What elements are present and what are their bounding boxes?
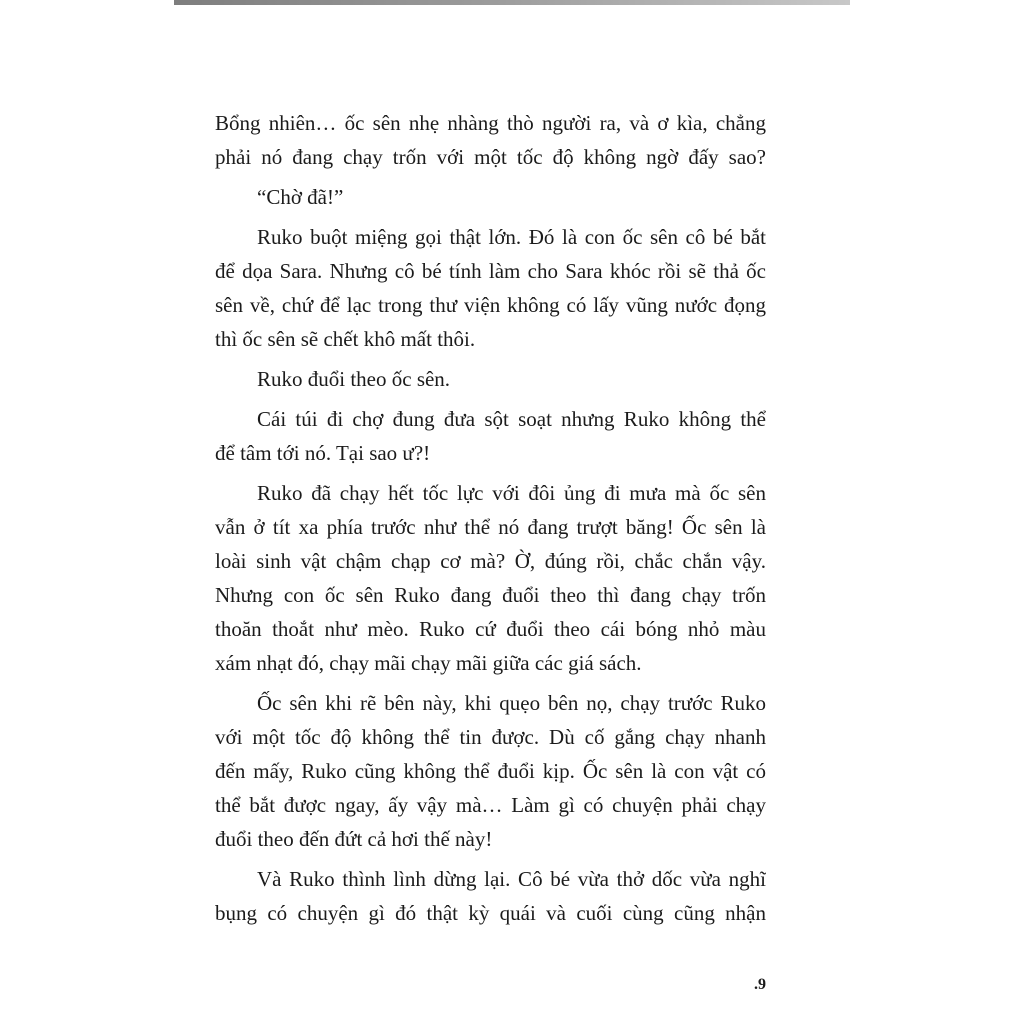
paragraph <box>215 180 766 214</box>
text-line: để dọa Sara. Nhưng cô bé tính làm cho Sara khóc rồi sẽ thả ốc <box>215 259 766 283</box>
text-line: loài sinh vật chậm chạp cơ mà? Ờ, đúng rồi, chắc chắn vậy. <box>215 549 766 573</box>
text-line: Ruko đuổi theo ốc sên. <box>257 367 451 391</box>
text-line: Ruko buột miệng gọi thật lớn. Đó là con ốc sên cô bé bắt <box>257 225 766 249</box>
text-line: “Chờ đã!” <box>257 185 344 209</box>
paragraph <box>215 362 766 396</box>
text-line: phải nó đang chạy trốn với một tốc độ không ngờ đấy sao? <box>215 145 766 169</box>
text-line: thì ốc sên sẽ chết khô mất thôi. <box>215 327 476 351</box>
text-line: Nhưng con ốc sên Ruko đang đuổi theo thì đang chạy trốn <box>215 583 766 607</box>
paragraph <box>215 220 766 356</box>
text-line: Ốc sên khi rẽ bên này, khi quẹo bên nọ, chạy trước Ruko <box>257 691 766 715</box>
paragraph <box>215 476 766 680</box>
body-text <box>215 106 766 930</box>
page-number: .9 <box>754 976 766 993</box>
text-line: thoăn thoắt như mèo. Ruko cứ đuổi theo cái bóng nhỏ màu <box>215 617 766 641</box>
text-line: đuổi theo đến đứt cả hơi thế này! <box>215 827 493 851</box>
text-line: bụng có chuyện gì đó thật kỳ quái và cuối cùng cũng nhận <box>215 901 766 925</box>
text-line: để tâm tới nó. Tại sao ư?! <box>215 441 431 465</box>
text-line: đến mấy, Ruko cũng không thể đuổi kịp. Ốc sên là con vật có <box>215 759 766 783</box>
scan-edge-shadow <box>174 0 850 5</box>
text-line: với một tốc độ không thể tin được. Dù cố gắng chạy nhanh <box>215 725 766 749</box>
text-line: xám nhạt đó, chạy mãi chạy mãi giữa các giá sách. <box>215 651 642 675</box>
paragraph <box>215 106 766 174</box>
paragraph <box>215 686 766 856</box>
paragraph <box>215 402 766 470</box>
text-line: vẫn ở tít xa phía trước như thể nó đang trượt băng! Ốc sên là <box>215 515 766 539</box>
text-line: thể bắt được ngay, ấy vậy mà… Làm gì có chuyện phải chạy <box>215 793 766 817</box>
text-line: sên về, chứ để lạc trong thư viện không có lấy vũng nước đọng <box>215 293 766 317</box>
text-line: Bổng nhiên… ốc sên nhẹ nhàng thò người ra, và ơ kìa, chẳng <box>215 111 766 135</box>
paragraph <box>215 862 766 930</box>
text-line: Cái túi đi chợ đung đưa sột soạt nhưng Ruko không thể <box>257 407 766 431</box>
text-line: Và Ruko thình lình dừng lại. Cô bé vừa thở dốc vừa nghĩ <box>257 867 766 891</box>
text-line: Ruko đã chạy hết tốc lực với đôi ủng đi mưa mà ốc sên <box>257 481 766 505</box>
